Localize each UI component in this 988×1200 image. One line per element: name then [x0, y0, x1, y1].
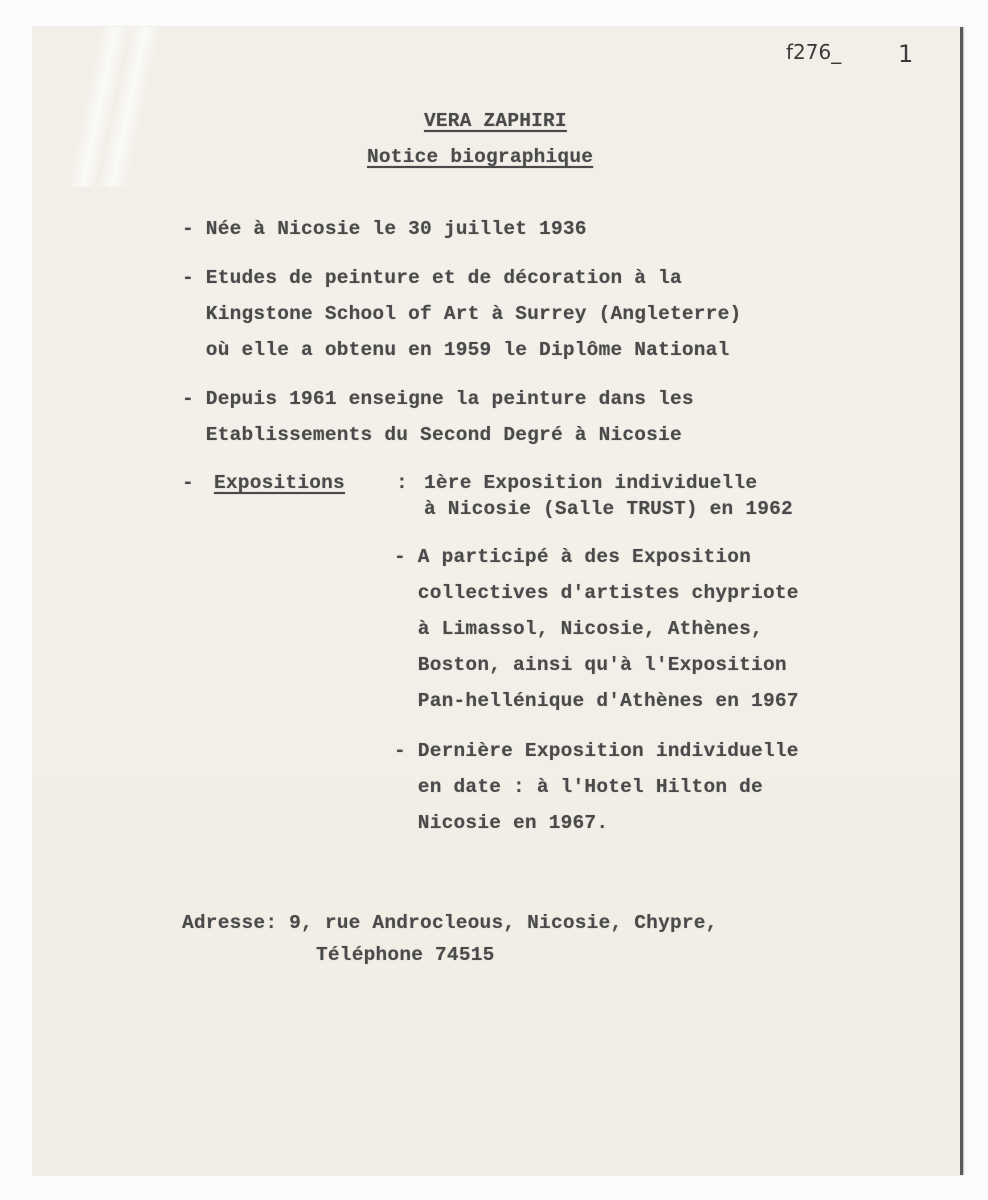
entry-teaching-line: Etablissements du Second Degré à Nicosie	[182, 424, 682, 446]
address-line: Adresse: 9, rue Androcleous, Nicosie, Chypre,	[182, 912, 718, 934]
entry-studies-line: Kingstone School of Art à Surrey (Angleterre)	[182, 303, 742, 325]
exposition-first-line: 1ère Exposition individuelle	[424, 472, 758, 494]
exposition-collective-line: à Limassol, Nicosie, Athènes,	[394, 618, 763, 640]
exposition-collective-line: Pan-hellénique d'Athènes en 1967	[394, 690, 799, 712]
expositions-dash: -	[182, 472, 206, 494]
exposition-collective-line: Boston, ainsi qu'à l'Exposition	[394, 654, 787, 676]
exposition-collective-line: collectives d'artistes chypriote	[394, 582, 799, 604]
document-subtitle: Notice biographique	[367, 146, 594, 168]
entry-studies-line: où elle a obtenu en 1959 le Diplôme National	[182, 339, 730, 361]
exposition-collective-line: - A participé à des Exposition	[394, 546, 752, 568]
entry-birth: - Née à Nicosie le 30 juillet 1936	[182, 218, 587, 240]
exposition-first-line: à Nicosie (Salle TRUST) en 1962	[424, 498, 793, 520]
exposition-last-line: Nicosie en 1967.	[394, 812, 609, 834]
expositions-label: Expositions	[214, 472, 345, 494]
document-title: VERA ZAPHIRI	[424, 110, 567, 132]
entry-studies-line: - Etudes de peinture et de décoration à la	[182, 267, 682, 289]
exposition-last-line: en date : à l'Hotel Hilton de	[394, 776, 763, 798]
telephone-line: Téléphone 74515	[316, 944, 495, 966]
entry-teaching-line: - Depuis 1961 enseigne la peinture dans les	[182, 388, 694, 410]
exposition-last-line: - Dernière Exposition individuelle	[394, 740, 799, 762]
handwritten-page-number: 1	[898, 40, 914, 68]
expositions-separator: :	[396, 472, 408, 494]
handwritten-folio: f276_	[786, 40, 842, 64]
